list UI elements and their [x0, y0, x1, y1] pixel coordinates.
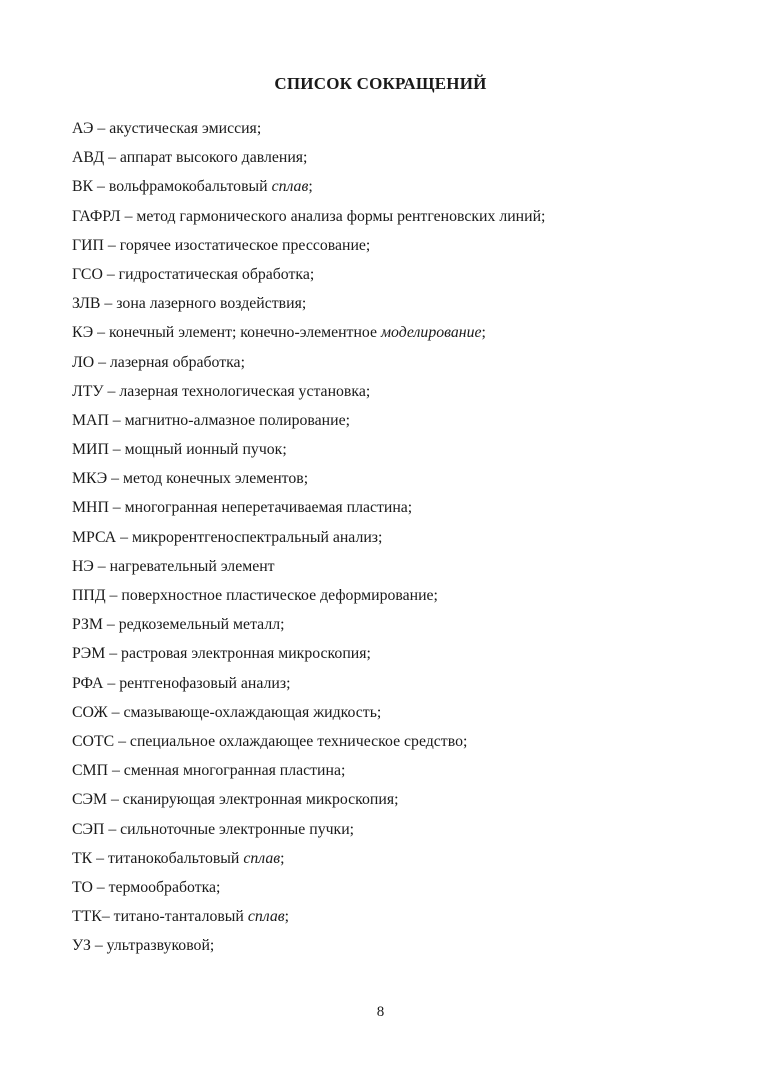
abbreviation-item: [72, 615, 545, 644]
abbreviation-item: [72, 294, 545, 323]
abbreviation-text: МКЭ – метод конечных элементов;: [72, 470, 309, 488]
abbreviation-text: РЭМ – растровая электронная микроскопия;: [72, 645, 371, 663]
abbreviation-item: [72, 557, 545, 586]
abbreviation-item: [72, 528, 545, 557]
abbreviation-text: МИП – мощный ионный пучок;: [72, 441, 287, 459]
abbreviation-after: ;: [284, 908, 289, 926]
abbreviation-item: [72, 703, 545, 732]
abbreviation-item: [72, 469, 545, 498]
abbreviation-italic: сплав: [247, 908, 285, 926]
abbreviation-text: МАП – магнитно-алмазное полирование;: [72, 411, 350, 429]
abbreviation-item: [72, 820, 545, 849]
abbreviation-item: [72, 440, 545, 469]
abbreviation-italic: моделирование: [380, 324, 482, 342]
abbreviation-text: ЛТУ – лазерная технологическая установка;: [72, 382, 371, 400]
abbreviation-item: [72, 732, 545, 761]
abbreviation-text: НЭ – нагревательный элемент: [72, 557, 275, 575]
abbreviation-item: [72, 148, 545, 177]
abbreviation-item: [72, 644, 545, 673]
abbreviation-item: [72, 265, 545, 294]
abbreviation-text: РЗМ – редкоземельный металл;: [72, 616, 285, 634]
abbreviation-item: [72, 878, 545, 907]
abbreviation-text: СЭМ – сканирующая электронная микроскопия;: [72, 791, 399, 809]
abbreviation-item: [72, 236, 545, 265]
page-number: 8: [376, 1004, 385, 1020]
abbreviation-text: ВК – вольфрамокобальтовый: [72, 178, 272, 196]
abbreviation-text: СЭП – сильноточные электронные пучки;: [72, 820, 355, 838]
abbreviation-item: [72, 674, 545, 703]
abbreviation-text: СОТС – специальное охлаждающее техническое средство;: [72, 732, 468, 750]
abbreviation-after: ;: [280, 849, 285, 867]
abbreviation-item: [72, 323, 545, 352]
abbreviation-item: [72, 761, 545, 790]
abbreviation-item: [72, 382, 545, 411]
abbreviation-italic: сплав: [271, 178, 309, 196]
abbreviation-item: [72, 907, 545, 936]
abbreviation-text: АЭ – акустическая эмиссия;: [72, 120, 262, 137]
abbreviation-text: УЗ – ультразвуковой;: [72, 937, 215, 955]
abbreviation-text: СОЖ – смазывающе-охлаждающая жидкость;: [72, 703, 382, 721]
abbreviation-text: ТК – титанокобальтовый: [72, 849, 244, 867]
abbreviation-text: ЗЛВ – зона лазерного воздействия;: [72, 295, 307, 313]
abbreviation-list: [72, 119, 545, 965]
abbreviation-item: [72, 353, 545, 382]
abbreviation-text: МРСА – микрорентгеноспектральный анализ;: [72, 528, 383, 546]
abbreviation-item: [72, 411, 545, 440]
abbreviation-item: [72, 177, 545, 206]
abbreviation-after: ;: [481, 324, 486, 342]
page-title: СПИСОК СОКРАЩЕНИЙ: [274, 74, 487, 93]
abbreviation-item: [72, 586, 545, 615]
abbreviation-text: ГСО – гидростатическая обработка;: [72, 265, 315, 283]
abbreviation-italic: сплав: [243, 849, 281, 867]
abbreviation-text: ГАФРЛ – метод гармонического анализа формы рентгеновских линий;: [72, 207, 546, 225]
abbreviation-text: ЛО – лазерная обработка;: [72, 353, 245, 371]
abbreviation-text: СМП – сменная многогранная пластина;: [72, 762, 346, 780]
abbreviation-text: ТО – термообработка;: [72, 878, 221, 896]
abbreviation-item: [72, 936, 545, 965]
abbreviation-text: ГИП – горячее изостатическое прессование;: [72, 236, 371, 254]
abbreviation-item: [72, 207, 545, 236]
abbreviation-text: ТТК– титано-танталовый: [72, 908, 248, 926]
abbreviation-item: [72, 790, 545, 819]
abbreviation-text: ППД – поверхностное пластическое деформирование;: [72, 587, 438, 604]
abbreviation-text: РФА – рентгенофазовый анализ;: [72, 674, 291, 692]
abbreviation-item: [72, 119, 545, 148]
abbreviation-after: ;: [308, 178, 313, 196]
abbreviation-item: [72, 498, 545, 527]
abbreviation-text: АВД – аппарат высокого давления;: [72, 149, 308, 167]
abbreviation-text: МНП – многогранная неперетачиваемая пластина;: [72, 499, 413, 517]
abbreviation-item: [72, 849, 545, 878]
abbreviation-text: КЭ – конечный элемент; конечно-элементное: [72, 324, 381, 342]
